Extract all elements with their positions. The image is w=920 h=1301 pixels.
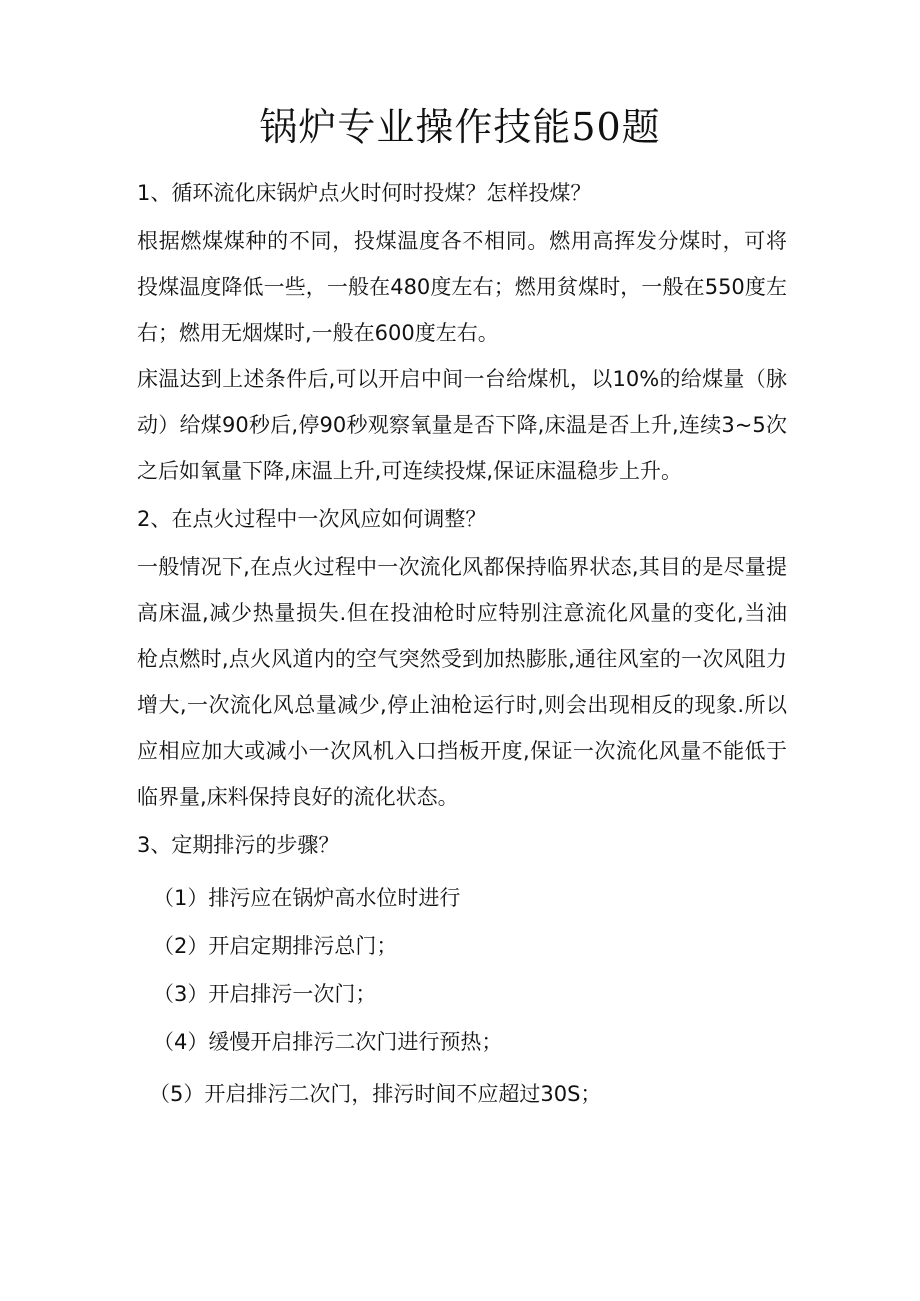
answer-1-paragraph-2: 床温达到上述条件后,可以开启中间一台给煤机，以10%的给煤量（脉动）给煤90秒后,停90秒观察氧量是否下降,床温是否上升,连续3~5次之后如氧量下降,床温上升,可连续投煤,保证床温稳步上升。 [137,367,787,483]
question-3: 3、定期排污的步骤？ [137,833,340,857]
step-list [137,874,787,1118]
step-item: （2）开启定期排污总门； [153,934,398,958]
question-1: 1、循环流化床锅炉点火时何时投煤？怎样投煤？ [137,181,592,205]
step-item: （3）开启排污一次门； [153,982,377,1006]
step-item: （4）缓慢开启排污二次门进行预热； [153,1030,503,1054]
document-title: 锅炉专业操作技能50题 [259,105,661,149]
answer-2-paragraph-1: 一般情况下,在点火过程中一次流化风都保持临界状态,其目的是尽量提高床温,减少热量损失.但在投油枪时应特别注意流化风量的变化,当油枪点燃时,点火风道内的空气突然受到加热膨胀,通往风室的一次风阻力增大,一次流化风总量减少,停止油枪运行时,则会出现相反的现象.所以应相应加大或减小一次风机入口挡板开度,保证一次流化风量不能低于临界量,床料保持良好的流化状态。 [137,555,787,809]
step-item: （5）开启排污二次门，排污时间不应超过30S； [149,1082,602,1106]
step-item: （1）排污应在锅炉高水位时进行 [153,886,461,910]
question-2: 2、在点火过程中一次风应如何调整？ [137,507,487,531]
document-body [137,170,787,1118]
answer-1-paragraph-1: 根据燃煤煤种的不同，投煤温度各不相同。燃用高挥发分煤时，可将投煤温度降低一些，一般在480度左右；燃用贫煤时，一般在550度左右；燃用无烟煤时,一般在600度左右。 [137,229,787,345]
